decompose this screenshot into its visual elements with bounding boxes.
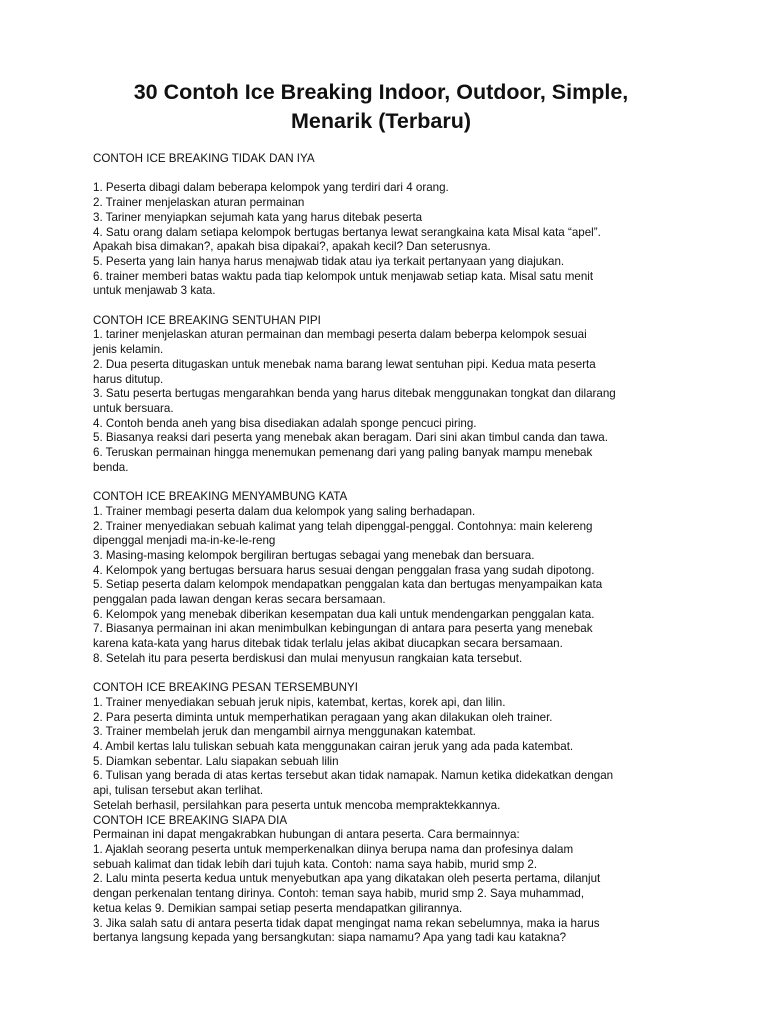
text-line: Setelah berhasil, persilahkan para peserta untuk mencoba mempraktekkannya. [93, 798, 501, 812]
text-line: jenis kelamin. [93, 343, 164, 357]
text-line: karena kata-kata yang harus ditebak tidak terlalu jelas akibat diucapkan secara bersamaan. [93, 637, 563, 651]
title-line-1: 30 Contoh Ice Breaking Indoor, Outdoor, Simple, [133, 80, 629, 104]
text-line: api, tulisan tersebut akan terlihat. [93, 784, 264, 798]
text-line: ketua kelas 9. Demikian sampai setiap peserta mendapatkan gilirannya. [93, 901, 463, 915]
text-line: dengan perkenalan tentang dirinya. Contoh: teman saya habib, murid smp 2. Saya muhammad, [93, 887, 585, 901]
text-line: Permainan ini dapat mengakrabkan hubungan di antara peserta. Cara bermainnya: [93, 828, 520, 842]
text-line: 5. Peserta yang lain hanya harus menajwab tidak atau iya terkait pertanyaan yang diajukan. [93, 254, 565, 268]
text-line: 5. Biasanya reaksi dari peserta yang menebak akan beragam. Dari sini akan timbul canda dan tawa. [93, 431, 608, 445]
text-line: penggalan pada lawan dengan keras secara bersamaan. [93, 593, 386, 607]
document-body [93, 152, 698, 946]
section-3 [93, 490, 698, 666]
text-line: 1. tariner menjelaskan aturan permainan dan membagi peserta dalam beberpa kelompok sesuai [93, 328, 587, 342]
text-line: harus ditutup. [93, 372, 164, 386]
text-line: untuk menjawab 3 kata. [93, 284, 216, 298]
text-line: Apakah bisa dimakan?, apakah bisa dipakai?, apakah kecil? Dan seterusnya. [93, 240, 491, 254]
text-line: 3. Trainer membelah jeruk dan mengambil airnya menggunakan katembat. [93, 725, 476, 739]
text-line: 5. Diamkan sebentar. Lalu siapakan sebuah lilin [93, 754, 339, 768]
text-line: 4. Ambil kertas lalu tuliskan sebuah kata menggunakan cairan jeruk yang ada pada katembat. [93, 740, 574, 754]
text-line: 1. Ajaklah seorang peserta untuk memperkenalkan diinya berupa nama dan profesinya dalam [93, 842, 574, 856]
text-line: 3. Jika salah satu di antara peserta tidak dapat mengingat nama rekan sebelumnya, maka ia harus [93, 916, 600, 930]
section-spacer [93, 667, 698, 682]
text-line: 6. Kelompok yang menebak diberikan kesempatan dua kali untuk mendengarkan penggalan kata. [93, 607, 595, 621]
text-line: 1. Peserta dibagi dalam beberapa kelompok yang terdiri dari 4 orang. [93, 181, 449, 195]
text-line: 8. Setelah itu para peserta berdiskusi dan mulai menyusun rangkaian kata tersebut. [93, 651, 523, 665]
text-line: 1. Trainer membagi peserta dalam dua kelompok yang saling berhadapan. [93, 504, 476, 518]
text-line: 3. Satu peserta bertugas mengarahkan benda yang harus ditebak menggunakan tongkat dan dilarang [93, 387, 616, 401]
section-1 [93, 152, 698, 299]
section-5 [93, 814, 698, 946]
text-line: 4. Contoh benda aneh yang bisa disediakan adalah sponge pencuci piring. [93, 416, 477, 430]
section-heading: CONTOH ICE BREAKING PESAN TERSEMBUNYI [93, 681, 358, 695]
text-line: untuk bersuara. [93, 401, 174, 415]
section-heading: CONTOH ICE BREAKING SIAPA DIA [93, 813, 288, 827]
section-spacer [93, 299, 698, 314]
section-heading: CONTOH ICE BREAKING SENTUHAN PIPI [93, 313, 321, 327]
title-line-2: Menarik (Terbaru) [291, 109, 471, 133]
page-title [70, 78, 692, 136]
text-line: 2. Trainer menyediakan sebuah kalimat yang telah dipenggal-penggal. Contohnya: main kelereng [93, 519, 593, 533]
text-line: 2. Dua peserta ditugaskan untuk menebak nama barang lewat sentuhan pipi. Kedua mata peserta [93, 357, 596, 371]
heading-spacer [93, 167, 698, 182]
section-spacer [93, 475, 698, 490]
text-line: 4. Kelompok yang bertugas bersuara harus sesuai dengan penggalan frasa yang sudah dipotong. [93, 563, 595, 577]
text-line: 4. Satu orang dalam setiapa kelompok bertugas bertanya lewat serangkaina kata Misal kata “apel”. [93, 225, 601, 239]
section-heading: CONTOH ICE BREAKING MENYAMBUNG KATA [93, 490, 348, 504]
text-line: 6. Teruskan permainan hingga menemukan pemenang dari yang paling banyak mampu menebak [93, 446, 593, 460]
text-line: 2. Lalu minta peserta kedua untuk menyebutkan apa yang dikatakan oleh peserta pertama, dilanjut [93, 872, 601, 886]
text-line: 6. trainer memberi batas waktu pada tiap kelompok untuk menjawab setiap kata. Misal satu menit [93, 269, 594, 283]
text-line: 3. Tariner menyiapkan sejumah kata yang harus ditebak peserta [93, 210, 423, 224]
text-line: bertanya langsung kepada yang bersangkutan: siapa namamu? Apa yang tadi kau katakna? [93, 931, 567, 945]
text-line: sebuah kalimat dan tidak lebih dari tujuh kata. Contoh: nama saya habib, murid smp 2. [93, 857, 538, 871]
text-line: 6. Tulisan yang berada di atas kertas tersebut akan tidak namapak. Namun ketika didekatkan dengan [93, 769, 614, 783]
text-line: 1. Trainer menyediakan sebuah jeruk nipis, katembat, kertas, korek api, dan lilin. [93, 695, 506, 709]
section-4 [93, 681, 698, 813]
text-line: dipenggal menjadi ma-in-ke-le-reng [93, 534, 276, 548]
section-2 [93, 314, 698, 476]
section-heading: CONTOH ICE BREAKING TIDAK DAN IYA [93, 152, 315, 165]
text-line: 2. Trainer menjelaskan aturan permainan [93, 196, 305, 210]
text-line: 3. Masing-masing kelompok bergiliran bertugas sebagai yang menebak dan bersuara. [93, 548, 535, 562]
text-line: 5. Setiap peserta dalam kelompok mendapatkan penggalan kata dan bertugas menyampaikan kata [93, 578, 603, 592]
text-line: benda. [93, 460, 129, 474]
text-line: 2. Para peserta diminta untuk memperhatikan peragaan yang akan dilakukan oleh trainer. [93, 710, 553, 724]
text-line: 7. Biasanya permainan ini akan menimbulkan kebingungan di antara para peserta yang menebak [93, 622, 593, 636]
